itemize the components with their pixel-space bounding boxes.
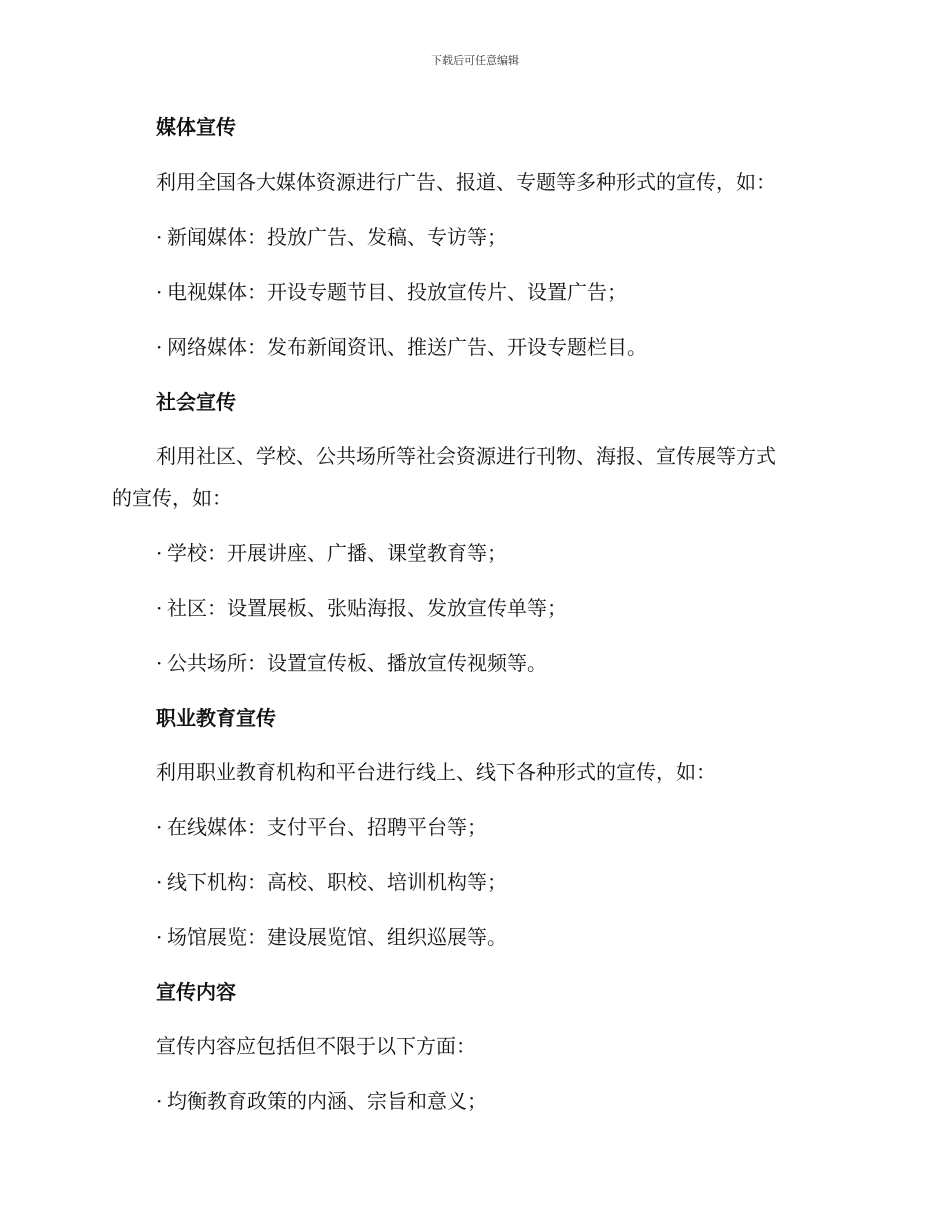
section-intro: 利用全国各大媒体资源进行广告、报道、专题等多种形式的宣传，如： bbox=[156, 170, 776, 194]
list-item-text: 在线媒体：支付平台、招聘平台等； bbox=[167, 815, 487, 839]
list-item-text: 场馆展览：建设展览馆、组织巡展等。 bbox=[167, 925, 507, 949]
section-intro: 宣传内容应包括但不限于以下方面： bbox=[156, 1034, 476, 1058]
list-item bbox=[156, 649, 547, 677]
list-item bbox=[156, 923, 507, 951]
section-intro: 利用社区、学校、公共场所等社会资源进行刊物、海报、宣传展等方式 bbox=[156, 444, 776, 468]
bullet-dot-icon: · bbox=[156, 541, 163, 565]
list-item bbox=[156, 813, 487, 841]
bullet-dot-icon: · bbox=[156, 280, 163, 304]
section-heading: 宣传内容 bbox=[156, 980, 236, 1004]
list-item bbox=[156, 1087, 487, 1115]
list-item bbox=[156, 333, 647, 361]
list-item-text: 学校：开展讲座、广播、课堂教育等； bbox=[167, 541, 507, 565]
bullet-dot-icon: · bbox=[156, 925, 163, 949]
list-item bbox=[156, 278, 627, 306]
bullet-dot-icon: · bbox=[156, 651, 163, 675]
list-item bbox=[156, 223, 507, 251]
section-heading: 社会宣传 bbox=[156, 390, 236, 414]
list-item-text: 电视媒体：开设专题节目、投放宣传片、设置广告； bbox=[167, 280, 627, 304]
list-item-text: 公共场所：设置宣传板、播放宣传视频等。 bbox=[167, 651, 547, 675]
list-item bbox=[156, 594, 567, 622]
section-intro-continued: 的宣传，如： bbox=[112, 486, 232, 510]
list-item bbox=[156, 539, 507, 567]
list-item-text: 社区：设置展板、张贴海报、发放宣传单等； bbox=[167, 596, 567, 620]
list-item-text: 新闻媒体：投放广告、发稿、专访等； bbox=[167, 225, 507, 249]
page-header: 下载后可任意编辑 bbox=[431, 54, 519, 67]
bullet-dot-icon: · bbox=[156, 815, 163, 839]
bullet-dot-icon: · bbox=[156, 1089, 163, 1113]
section-heading: 媒体宣传 bbox=[156, 115, 236, 139]
section-intro: 利用职业教育机构和平台进行线上、线下各种形式的宣传，如： bbox=[156, 760, 716, 784]
bullet-dot-icon: · bbox=[156, 335, 163, 359]
bullet-dot-icon: · bbox=[156, 870, 163, 894]
bullet-dot-icon: · bbox=[156, 596, 163, 620]
list-item-text: 网络媒体：发布新闻资讯、推送广告、开设专题栏目。 bbox=[167, 335, 647, 359]
list-item bbox=[156, 868, 507, 896]
list-item-text: 均衡教育政策的内涵、宗旨和意义； bbox=[167, 1089, 487, 1113]
bullet-dot-icon: · bbox=[156, 225, 163, 249]
list-item-text: 线下机构：高校、职校、培训机构等； bbox=[167, 870, 507, 894]
section-heading: 职业教育宣传 bbox=[156, 706, 276, 730]
